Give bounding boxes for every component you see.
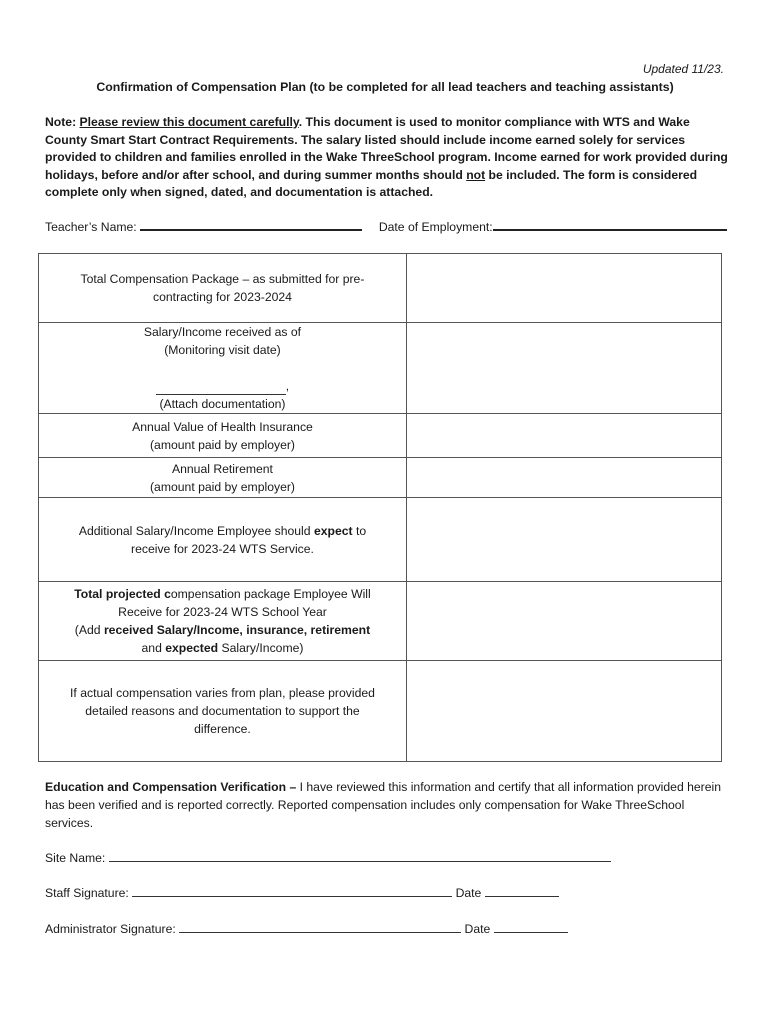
row5-bold: expect: [313, 523, 353, 538]
row-label-additional-salary: [39, 498, 407, 582]
table-row: [39, 458, 722, 498]
row3-line2: (amount paid by employer): [150, 437, 295, 452]
staff-signature-row: [45, 884, 559, 900]
row5-post: to: [352, 523, 367, 538]
row4-line1: Annual Retirement: [172, 461, 273, 476]
teacher-name-field[interactable]: [140, 228, 362, 231]
table-row: [39, 254, 722, 323]
row7-line2: detailed reasons and documentation to support the: [85, 704, 360, 718]
row5-pre: Additional Salary/Income Employee should: [78, 523, 314, 538]
row6-line4: [47, 639, 398, 657]
note-part1: . This document is used to monitor compliance with WTS and Wake County Smart Start Contract Requirements. The salary listed should include income earned solely for services provided to children and families enrolled in the Wake ThreeSchool program. Income earned for work provided during holidays, before and/or after school, and during summer months should: [45, 115, 728, 182]
row2-line1: Salary/Income received as of: [143, 325, 302, 339]
compensation-table: [38, 253, 722, 762]
teacher-row: [45, 220, 745, 234]
value-additional-salary[interactable]: [406, 498, 721, 582]
row1-line2: contracting for 2023-2024: [153, 290, 292, 304]
value-total-package[interactable]: [406, 254, 721, 323]
row-label-total-package: [39, 254, 407, 323]
staff-signature-label: Staff Signature:: [45, 886, 133, 900]
value-health-insurance[interactable]: [406, 414, 721, 458]
row6-text4b: Salary/Income): [218, 641, 304, 655]
value-retirement[interactable]: [406, 458, 721, 498]
site-name-field[interactable]: [109, 849, 611, 862]
staff-date-label: Date: [452, 886, 485, 900]
verification-paragraph: [45, 778, 735, 832]
row-label-health-insurance: [39, 414, 407, 458]
value-salary-received[interactable]: [406, 323, 721, 414]
row6-pre3: (Add: [74, 623, 104, 637]
row3-line1: Annual Value of Health Insurance: [132, 419, 313, 434]
page-title: Confirmation of Compensation Plan (to be completed for all lead teachers and teaching assistants): [96, 80, 674, 94]
note-underlined: Please review this document carefully: [79, 115, 299, 129]
row6-line2: Receive for 2023-24 WTS School Year: [118, 605, 327, 619]
administrator-signature-row: [45, 920, 568, 936]
note-paragraph: [45, 114, 735, 202]
administrator-signature-field[interactable]: [179, 920, 461, 933]
verification-text: I have reviewed this information and certify that all information provided herein has been verified and is reported correctly. Reported compensation includes only compensation for Wake ThreeSchool services.: [45, 780, 721, 830]
row6-bold3: received Salary/Income, insurance, retirement: [103, 623, 371, 637]
row-label-retirement: [39, 458, 407, 498]
row2-line2: (Monitoring visit date): [164, 343, 281, 357]
row-label-salary-received: [39, 323, 407, 414]
monitoring-date-line[interactable]: [47, 377, 398, 395]
row6-bold4: expected: [165, 641, 219, 655]
row5-line2: receive for 2023-24 WTS Service.: [131, 541, 314, 556]
staff-signature-field[interactable]: [132, 884, 452, 897]
row2-comma: ,: [285, 379, 290, 393]
row6-text4a: and: [141, 641, 166, 655]
updated-date: Updated 11/23.: [642, 62, 724, 76]
table-row: [39, 498, 722, 582]
table-row: [39, 414, 722, 458]
verification-heading: Education and Compensation Verification –: [45, 780, 300, 794]
site-name-label: Site Name:: [45, 851, 109, 865]
row6-line3: [47, 621, 398, 639]
row2-line3: (Attach documentation): [159, 397, 286, 411]
table-row: [39, 323, 722, 414]
note-not: not: [466, 167, 486, 182]
value-variance-reasons[interactable]: [406, 661, 721, 762]
table-row: [39, 582, 722, 661]
row6-bold1: Total projected c: [74, 587, 171, 601]
date-employment-label: Date of Employment:: [378, 220, 493, 234]
row6-text1: ompensation package Employee Will: [170, 587, 371, 601]
value-total-projected[interactable]: [406, 582, 721, 661]
row1-line1: Total Compensation Package – as submitted for pre-: [80, 272, 365, 286]
administrator-signature-label: Administrator Signature:: [45, 922, 180, 936]
table-row: [39, 661, 722, 762]
date-employment-field[interactable]: [493, 228, 727, 231]
row7-line3: difference.: [194, 722, 251, 736]
row7-line1: If actual compensation varies from plan, please provided: [70, 686, 375, 700]
note-part2: be included. The form is considered complete only when signed, dated, and documentation is attached.: [45, 167, 698, 199]
staff-date-field[interactable]: [485, 884, 559, 897]
row5-line1: [47, 522, 398, 540]
teacher-name-label: Teacher’s Name:: [45, 220, 141, 234]
administrator-date-field[interactable]: [494, 920, 568, 933]
row-label-total-projected: [39, 582, 407, 661]
row4-line2: (amount paid by employer): [150, 479, 295, 494]
row6-line1: [47, 585, 398, 603]
administrator-date-label: Date: [461, 922, 494, 936]
row-label-variance-reasons: [39, 661, 407, 762]
site-name-row: [45, 849, 611, 865]
note-prefix: Note:: [45, 115, 80, 129]
